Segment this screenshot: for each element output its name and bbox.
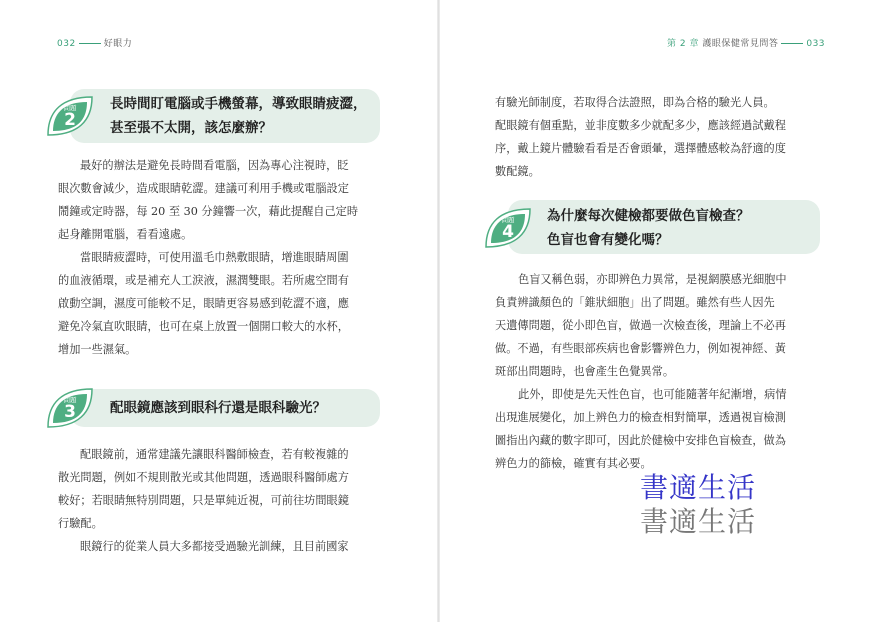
- text-line: 數配鏡。: [495, 165, 540, 178]
- text-line: 圖指出內藏的數字即可，因此於健檢中安排色盲檢查，做為: [495, 434, 786, 447]
- question-3-title: [110, 396, 326, 420]
- text-line: 鬧鐘或定時器，每 20 至 30 分鐘響一次，藉此提醒自己定時: [58, 205, 359, 218]
- question-2-badge-number: 2: [64, 110, 76, 130]
- question-4-badge-number: 4: [502, 222, 514, 242]
- text-line: 此外，即使是先天性色盲，也可能隨著年紀漸增，病情: [518, 388, 787, 401]
- text-line: 出現進展變化，加上辨色力的檢查相對簡單，透過視盲檢測: [495, 411, 786, 424]
- watermark-grey: 書適生活: [640, 505, 757, 538]
- right-running-header: [667, 36, 825, 49]
- question-3-badge: [44, 385, 96, 431]
- chapter-label: 第 2 章: [667, 39, 699, 49]
- text-line: 當眼睛疲澀時，可使用溫毛巾熱敷眼睛，增進眼睛周圍: [80, 251, 349, 264]
- question-4-badge: [482, 205, 534, 251]
- text-line: 避免冷氣直吹眼睛，也可在桌上放置一個開口較大的水杯，: [58, 320, 349, 333]
- text-line: 行驗配。: [58, 517, 103, 530]
- text-line: 配眼鏡有個重點，並非度數多少就配多少，應該經過試戴程: [495, 119, 786, 132]
- question-2-title-line: 長時間盯電腦或手機螢幕，導致眼睛疲澀，: [110, 96, 367, 112]
- left-running-header: [57, 36, 132, 49]
- text-line: 最好的辦法是避免長時間看電腦，因為專心注視時，眨: [80, 159, 349, 172]
- question-3-badge-label: 問題: [63, 396, 77, 404]
- question-2-badge-label: 問題: [63, 104, 77, 112]
- left-page-number: 032: [57, 39, 76, 49]
- text-line: 散光問題，例如不規則散光或其他問題，透過眼科醫師處方: [58, 471, 349, 484]
- text-line: 增加一些濕氣。: [58, 343, 137, 356]
- text-line: 辨色力的篩檢，確實有其必要。: [495, 457, 652, 470]
- header-rule: [79, 43, 101, 44]
- left-book-title: 好眼力: [103, 39, 133, 49]
- question-3-badge-number: 3: [64, 402, 76, 422]
- text-line: 序，戴上鏡片體驗看看是否會頭暈，選擇體感較為舒適的度: [495, 142, 786, 155]
- question-4-title: [547, 204, 750, 252]
- question-4-title-line: 為什麼每次健檢都要做色盲檢查？: [547, 208, 750, 224]
- right-page-number: 033: [806, 39, 826, 49]
- question-4-title-line: 色盲也會有變化嗎？: [547, 232, 669, 248]
- text-line: 負責辨識顏色的「錐狀細胞」出了問題。雖然有些人因先: [495, 296, 775, 309]
- text-line: 做。不過，有些眼部疾病也會影響辨色力，例如視神經、黃: [495, 342, 786, 355]
- text-line: 天遺傳問題，從小即色盲，做過一次檢查後，理論上不必再: [495, 319, 786, 332]
- text-line: 的血液循環，或是補充人工淚液，濕潤雙眼。若所處空間有: [58, 274, 349, 287]
- question-2-title-line: 甚至張不太開，該怎麼辦？: [110, 120, 272, 136]
- text-line: 啟動空調，濕度可能較不足，眼睛更容易感到乾澀不適，應: [58, 297, 349, 310]
- left-page: [0, 0, 438, 622]
- text-line: 眼次數會減少，造成眼睛乾澀。建議可利用手機或電腦設定: [58, 182, 349, 195]
- question-4-badge-label: 問題: [501, 216, 515, 224]
- text-line: 較好；若眼睛無特別問題，只是單純近視，可前往坊間眼鏡: [58, 494, 349, 507]
- text-line: 斑部出問題時，也會產生色覺異常。: [495, 365, 675, 378]
- header-rule: [781, 43, 803, 44]
- text-line: 配眼鏡前，通常建議先讓眼科醫師檢查，若有較複雜的: [80, 448, 349, 461]
- question-2-badge: [44, 93, 96, 139]
- text-line: 色盲又稱色弱，亦即辨色力異常，是視網膜感光細胞中: [518, 273, 787, 286]
- text-line: 眼鏡行的從業人員大多都接受過驗光訓練，且目前國家: [80, 540, 349, 553]
- text-line: 起身離開電腦，看看遠處。: [58, 228, 193, 241]
- text-line: 有驗光師制度，若取得合法證照，即為合格的驗光人員。: [495, 96, 775, 109]
- chapter-title: 護眼保健常見問答: [702, 39, 779, 49]
- watermark-blue: 書適生活: [640, 471, 757, 504]
- question-3-title-line: 配眼鏡應該到眼科行還是眼科驗光？: [110, 400, 326, 416]
- question-2-title: [110, 92, 367, 140]
